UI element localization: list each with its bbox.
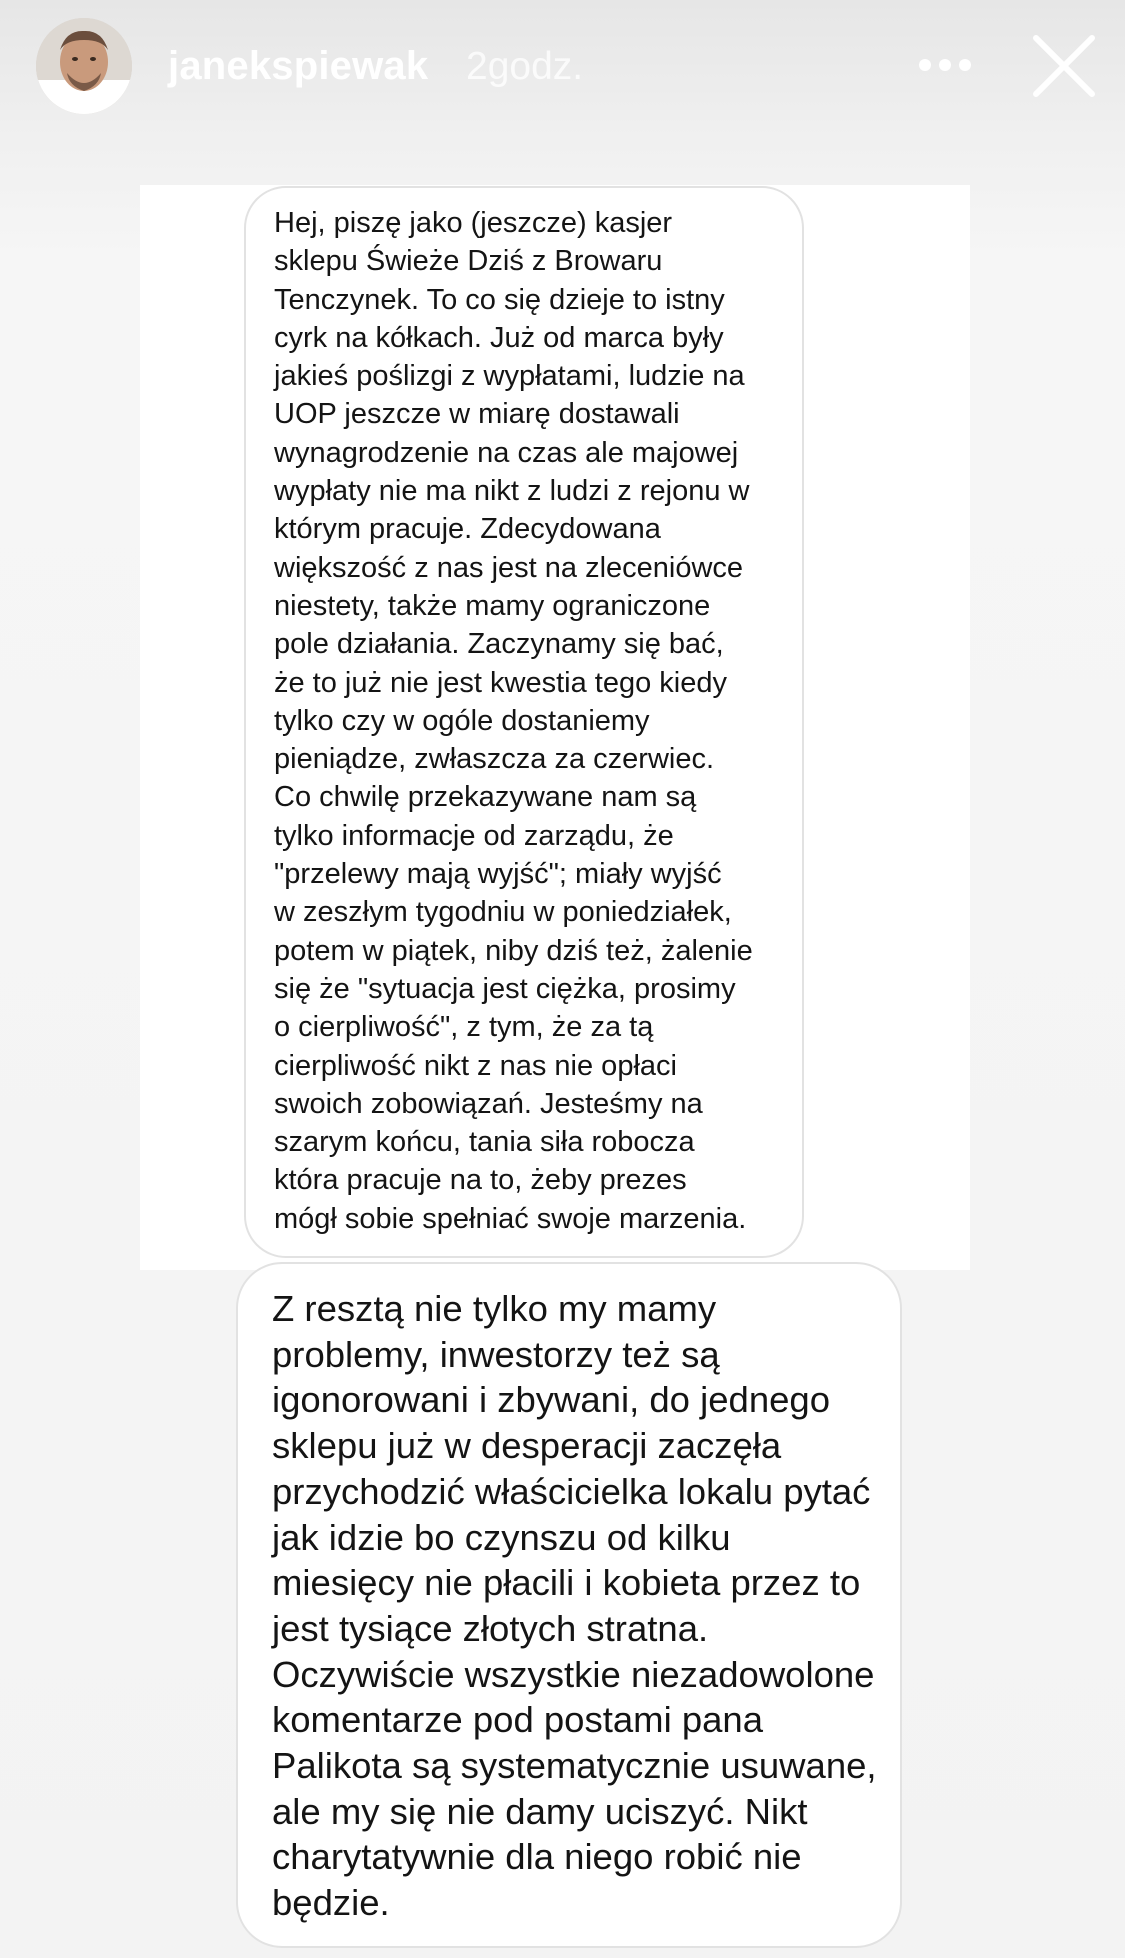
message-line: sklepu już w desperacji zaczęła: [272, 1425, 782, 1467]
message-line: pole działania. Zaczynamy się bać,: [274, 628, 724, 661]
message-line: że to już nie jest kwestia tego kiedy: [274, 666, 727, 699]
message-line: jest tysiące złotych stratna.: [272, 1607, 709, 1649]
message-line: wypłaty nie ma nikt z ludzi z rejonu w: [274, 475, 750, 508]
more-options-button[interactable]: [910, 40, 980, 90]
message-line: Hej, piszę jako (jeszcze) kasjer: [274, 207, 673, 239]
message-line: "przelewy mają wyjść"; miały wyjść: [274, 858, 722, 891]
message-line: Oczywiście wszystkie niezadowolone: [272, 1653, 875, 1695]
message-line: wynagrodzenie na czas ale majowej: [274, 436, 739, 469]
message-line: charytatywnie dla niego robić nie: [272, 1836, 802, 1878]
message-line: miesięcy nie płacili i kobieta przez to: [272, 1562, 861, 1604]
message-line: jakieś poślizgi z wypłatami, ludzie na: [274, 360, 745, 393]
message-line: ale my się nie damy uciszyć. Nikt: [272, 1790, 808, 1832]
message-line: szarym końcu, tania siła robocza: [274, 1126, 695, 1159]
message-line: Tenczynek. To co się dzieje to istny: [274, 283, 725, 316]
close-button[interactable]: [1028, 30, 1100, 102]
post-time: 2godz.: [466, 45, 584, 88]
avatar[interactable]: [36, 18, 132, 114]
message-line: jak idzie bo czynszu od kilku: [272, 1516, 731, 1558]
message-line: Z resztą nie tylko my mamy: [272, 1288, 717, 1329]
message-line: niestety, także mamy ograniczone: [274, 589, 711, 622]
message-line: potem w piątek, niby dziś też, żalenie: [274, 934, 753, 967]
message-line: przychodzić właścicielka lokalu pytać: [272, 1470, 871, 1512]
message-line: o cierpliwość", z tym, że za tą: [274, 1011, 654, 1044]
message-line: problemy, inwestorzy też są: [272, 1333, 720, 1375]
message-line: którym pracuje. Zdecydowana: [274, 513, 661, 546]
message-line: tylko informacje od zarządu, że: [274, 819, 674, 852]
more-horizontal-icon: [917, 58, 973, 72]
message-line: Palikota są systematycznie usuwane,: [272, 1745, 877, 1787]
close-icon: [1028, 30, 1100, 102]
message-line: UOP jeszcze w miarę dostawali: [274, 398, 680, 431]
message-line: swoich zobowiązań. Jesteśmy na: [274, 1087, 703, 1120]
message-bubble: [244, 186, 804, 1258]
message-bubble: [236, 1262, 902, 1948]
message-line: pieniądze, zwłaszcza za czerwiec.: [274, 743, 715, 776]
message-line: w zeszłym tygodniu w poniedziałek,: [274, 896, 732, 929]
message-line: tylko czy w ogóle dostaniemy: [274, 704, 650, 737]
story-header: [0, 0, 1125, 140]
message-line: igonorowani i zbywani, do jednego: [272, 1379, 831, 1421]
message-line: komentarze pod postami pana: [272, 1699, 764, 1741]
message-line: się że "sytuacja jest ciężka, prosimy: [274, 972, 736, 1005]
message-line: mógł sobie spełniać swoje marzenia.: [274, 1202, 747, 1235]
message-line: cyrk na kółkach. Już od marca były: [274, 321, 724, 354]
message-line: większość z nas jest na zleceniówce: [274, 551, 744, 584]
message-line: będzie.: [272, 1882, 390, 1924]
avatar-image: [36, 18, 132, 114]
message-line: cierpliwość nikt z nas nie opłaci: [274, 1049, 677, 1082]
message-line: Co chwilę przekazywane nam są: [274, 781, 697, 814]
message-line: sklepu Świeże Dziś z Browaru: [274, 245, 663, 278]
message-line: która pracuje na to, żeby prezes: [274, 1164, 687, 1197]
username[interactable]: janekspiewak: [168, 44, 429, 88]
